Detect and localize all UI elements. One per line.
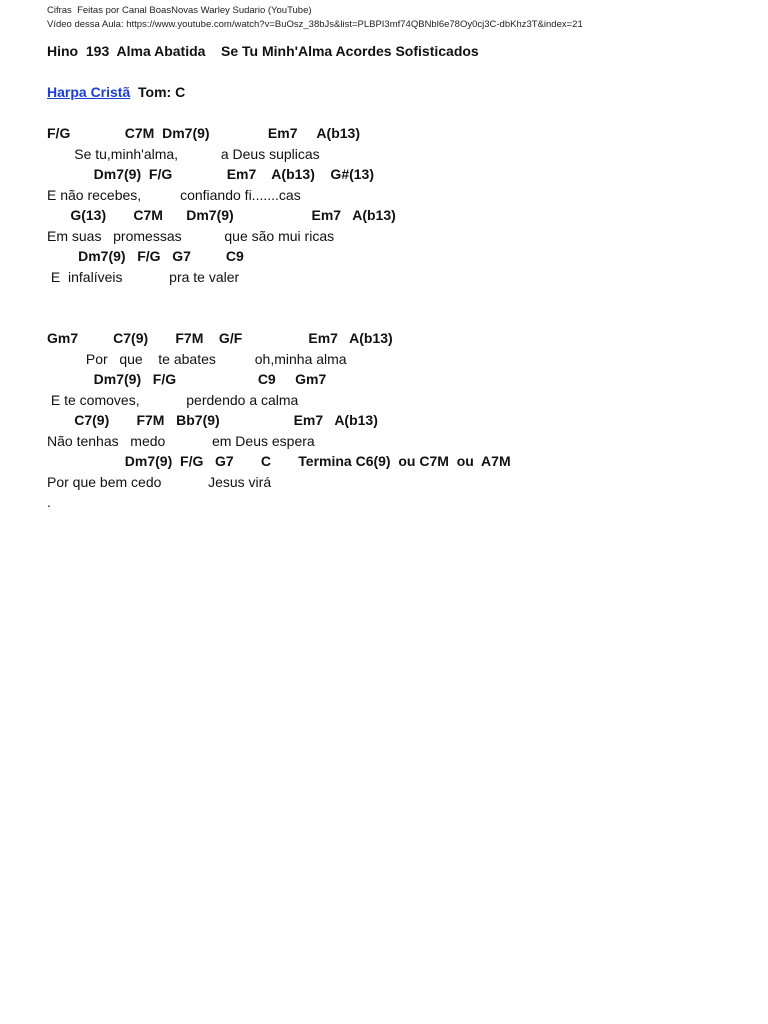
chord-line: F/G C7M Dm7(9) Em7 A(b13): [47, 125, 360, 141]
lyric-line: E infalíveis pra te valer: [47, 268, 240, 285]
lyric-line: E não recebes, confiando fi.......cas: [47, 186, 301, 203]
lyric-line: Por que te abates oh,minha alma: [47, 350, 347, 367]
stanza-gap: [47, 308, 747, 329]
song-body: [47, 123, 747, 513]
lyric-line: Em suas promessas que são mui ricas: [47, 227, 335, 244]
chord-line: Dm7(9) F/G C9 Gm7: [47, 371, 327, 387]
lyric-line: Se tu,minh'alma, a Deus suplicas: [47, 145, 320, 162]
chord-line: G(13) C7M Dm7(9) Em7 A(b13): [47, 207, 396, 223]
lyric-line: Por que bem cedo Jesus virá: [47, 473, 272, 490]
chord-line: Dm7(9) F/G G7 C Termina C6(9) ou C7M ou A7M: [47, 453, 511, 469]
chord-line: C7(9) F7M Bb7(9) Em7 A(b13): [47, 412, 378, 428]
hymn-title: Hino 193 Alma Abatida Se Tu Minh'Alma Acordes Sofisticados: [47, 43, 479, 59]
trailing-dot: .: [47, 494, 51, 510]
credit-line: Cifras Feitas por Canal BoasNovas Warley Sudario (YouTube): [47, 5, 312, 16]
video-link-line[interactable]: Vídeo dessa Aula: https://www.youtube.com/watch?v=BuOsz_38bJs&list=PLBPI3mf74QBNbl6e78Oy0cj3C-dbKhz3T&index=21: [47, 19, 583, 30]
harpa-crista-link[interactable]: Harpa Cristã: [47, 84, 131, 100]
chord-line: Gm7 C7(9) F7M G/F Em7 A(b13): [47, 330, 393, 346]
lyric-line: E te comoves, perdendo a calma: [47, 391, 299, 408]
chord-line: Dm7(9) F/G Em7 A(b13) G#(13): [47, 166, 374, 182]
book-and-key-line: [47, 84, 185, 100]
stanza-gap: [47, 287, 747, 308]
lyric-line: Não tenhas medo em Deus espera: [47, 432, 315, 449]
chord-line: Dm7(9) F/G G7 C9: [47, 248, 244, 264]
key-label: Tom: C: [130, 84, 186, 100]
